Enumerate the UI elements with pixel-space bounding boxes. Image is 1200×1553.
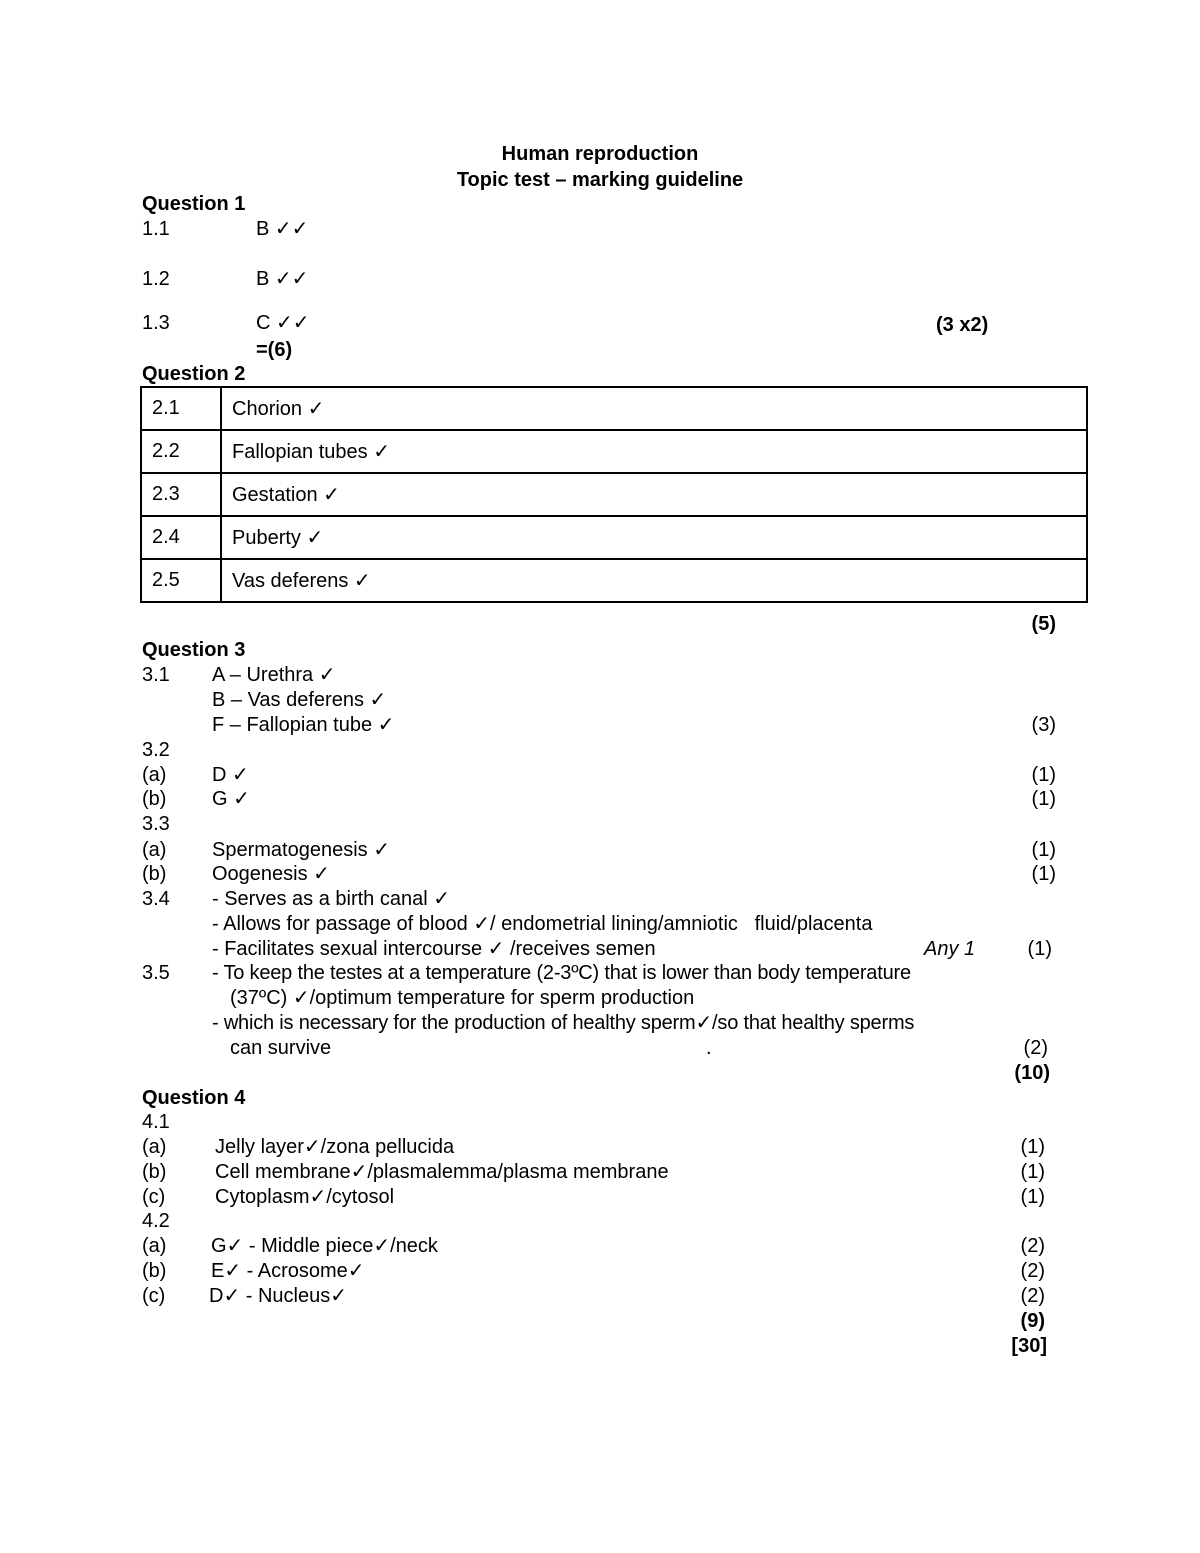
q2-cell-number: 2.5	[141, 559, 221, 602]
q4-line-number: (a)	[142, 1235, 167, 1257]
q2-cell-answer: Puberty ✓	[221, 516, 1087, 559]
q1-calculation: (3 x2)	[936, 314, 989, 336]
question-2-table	[140, 386, 1088, 603]
q3-line-number: 3.1	[142, 664, 170, 686]
q1-total: =(6)	[256, 339, 293, 361]
q4-line-number: (c)	[142, 1285, 166, 1307]
q4-line-mark: (1)	[1020, 1136, 1045, 1158]
q4-line-mark: (2)	[1020, 1260, 1045, 1282]
q1-item-answer: B ✓✓	[256, 218, 309, 240]
q2-cell-answer: Fallopian tubes ✓	[221, 430, 1087, 473]
q3-line-text: G ✓	[212, 788, 250, 810]
q3-line-mark: (1)	[1027, 938, 1052, 960]
q4-line-text: Jelly layer✓/zona pellucida	[215, 1136, 455, 1158]
q4-line-mark: (2)	[1020, 1235, 1045, 1257]
q3-line-number: (a)	[142, 839, 167, 861]
q2-cell-answer: Vas deferens ✓	[221, 559, 1087, 602]
q3-line-mark: (2)	[1023, 1037, 1048, 1059]
q4-line-text: D✓ - Nucleus✓	[209, 1285, 347, 1307]
q1-item-number: 1.1	[142, 218, 170, 240]
q4-line-text: Cell membrane✓/plasmalemma/plasma membrane	[215, 1161, 669, 1183]
q3-line-mark: (1)	[1031, 863, 1056, 885]
q3-line-mark: (1)	[1031, 788, 1056, 810]
q3-line-text: D ✓	[212, 764, 249, 786]
question-3-heading: Question 3	[142, 639, 246, 661]
q3-line-text: - Serves as a birth canal ✓	[212, 888, 450, 910]
q2-cell-number: 2.1	[141, 387, 221, 430]
q2-cell-answer: Gestation ✓	[221, 473, 1087, 516]
q3-line-number: 3.4	[142, 888, 170, 910]
question-4-heading: Question 4	[142, 1087, 246, 1109]
q3-line-number: (a)	[142, 764, 167, 786]
q4-line-text: Cytoplasm✓/cytosol	[215, 1186, 395, 1208]
q2-cell-number: 2.3	[141, 473, 221, 516]
q4-line-number: (c)	[142, 1186, 166, 1208]
table-row	[141, 473, 1087, 516]
table-row	[141, 387, 1087, 430]
q3-total: (10)	[1014, 1062, 1050, 1084]
q2-cell-number: 2.2	[141, 430, 221, 473]
table-row	[141, 430, 1087, 473]
q3-line-text: Spermatogenesis ✓	[212, 839, 390, 861]
q1-item-answer: C ✓✓	[256, 312, 310, 334]
q3-any-note: Any 1	[924, 938, 976, 960]
q2-cell-answer: Chorion ✓	[221, 387, 1087, 430]
q1-item-answer: B ✓✓	[256, 268, 309, 290]
question-1-heading: Question 1	[142, 193, 246, 215]
q3-line-text: - To keep the testes at a temperature (2-3ºC) that is lower than body temperature	[212, 962, 911, 984]
q3-line-number: 3.5	[142, 962, 170, 984]
q2-total: (5)	[1031, 613, 1056, 635]
q3-dot: .	[706, 1037, 712, 1059]
page-title: Human reproduction	[501, 143, 699, 165]
q4-line-mark: (2)	[1020, 1285, 1045, 1307]
q3-line-text: (37ºC) ✓/optimum temperature for sperm production	[230, 987, 695, 1009]
q4-total: (9)	[1020, 1310, 1045, 1332]
q4-line-mark: (1)	[1020, 1186, 1045, 1208]
q3-line-text: Oogenesis ✓	[212, 863, 330, 885]
q4-line-number: (a)	[142, 1136, 167, 1158]
question-2-heading: Question 2	[142, 363, 246, 385]
grand-total: [30]	[1011, 1335, 1047, 1357]
q3-line-mark: (3)	[1031, 714, 1056, 736]
q3-line-text: A – Urethra ✓	[212, 664, 336, 686]
q4-line-mark: (1)	[1020, 1161, 1045, 1183]
page-subtitle: Topic test – marking guideline	[456, 169, 744, 191]
q3-line-mark: (1)	[1031, 839, 1056, 861]
q4-line-text: E✓ - Acrosome✓	[211, 1260, 365, 1282]
q3-line-text: - which is necessary for the production of healthy sperm✓/so that healthy sperms	[212, 1012, 915, 1034]
q3-line-text: - Facilitates sexual intercourse ✓ /receives semen	[212, 938, 656, 960]
q3-line-text: can survive	[230, 1037, 332, 1059]
q3-line-text: - Allows for passage of blood ✓/ endometrial lining/amniotic fluid/placenta	[212, 913, 873, 935]
q1-item-number: 1.2	[142, 268, 170, 290]
q3-line-text: F – Fallopian tube ✓	[212, 714, 395, 736]
q3-line-number: (b)	[142, 788, 167, 810]
q3-line-number: (b)	[142, 863, 167, 885]
q4-line-number: (b)	[142, 1161, 167, 1183]
q4-line-text: G✓ - Middle piece✓/neck	[211, 1235, 438, 1257]
q3-line-number: 3.2	[142, 739, 170, 761]
q3-line-number: 3.3	[142, 813, 170, 835]
table-row	[141, 559, 1087, 602]
table-row	[141, 516, 1087, 559]
q4-line-number: (b)	[142, 1260, 167, 1282]
q2-cell-number: 2.4	[141, 516, 221, 559]
q4-line-number: 4.2	[142, 1210, 170, 1232]
q3-line-mark: (1)	[1031, 764, 1056, 786]
q3-line-text: B – Vas deferens ✓	[212, 689, 387, 711]
q4-line-number: 4.1	[142, 1111, 170, 1133]
q1-item-number: 1.3	[142, 312, 170, 334]
